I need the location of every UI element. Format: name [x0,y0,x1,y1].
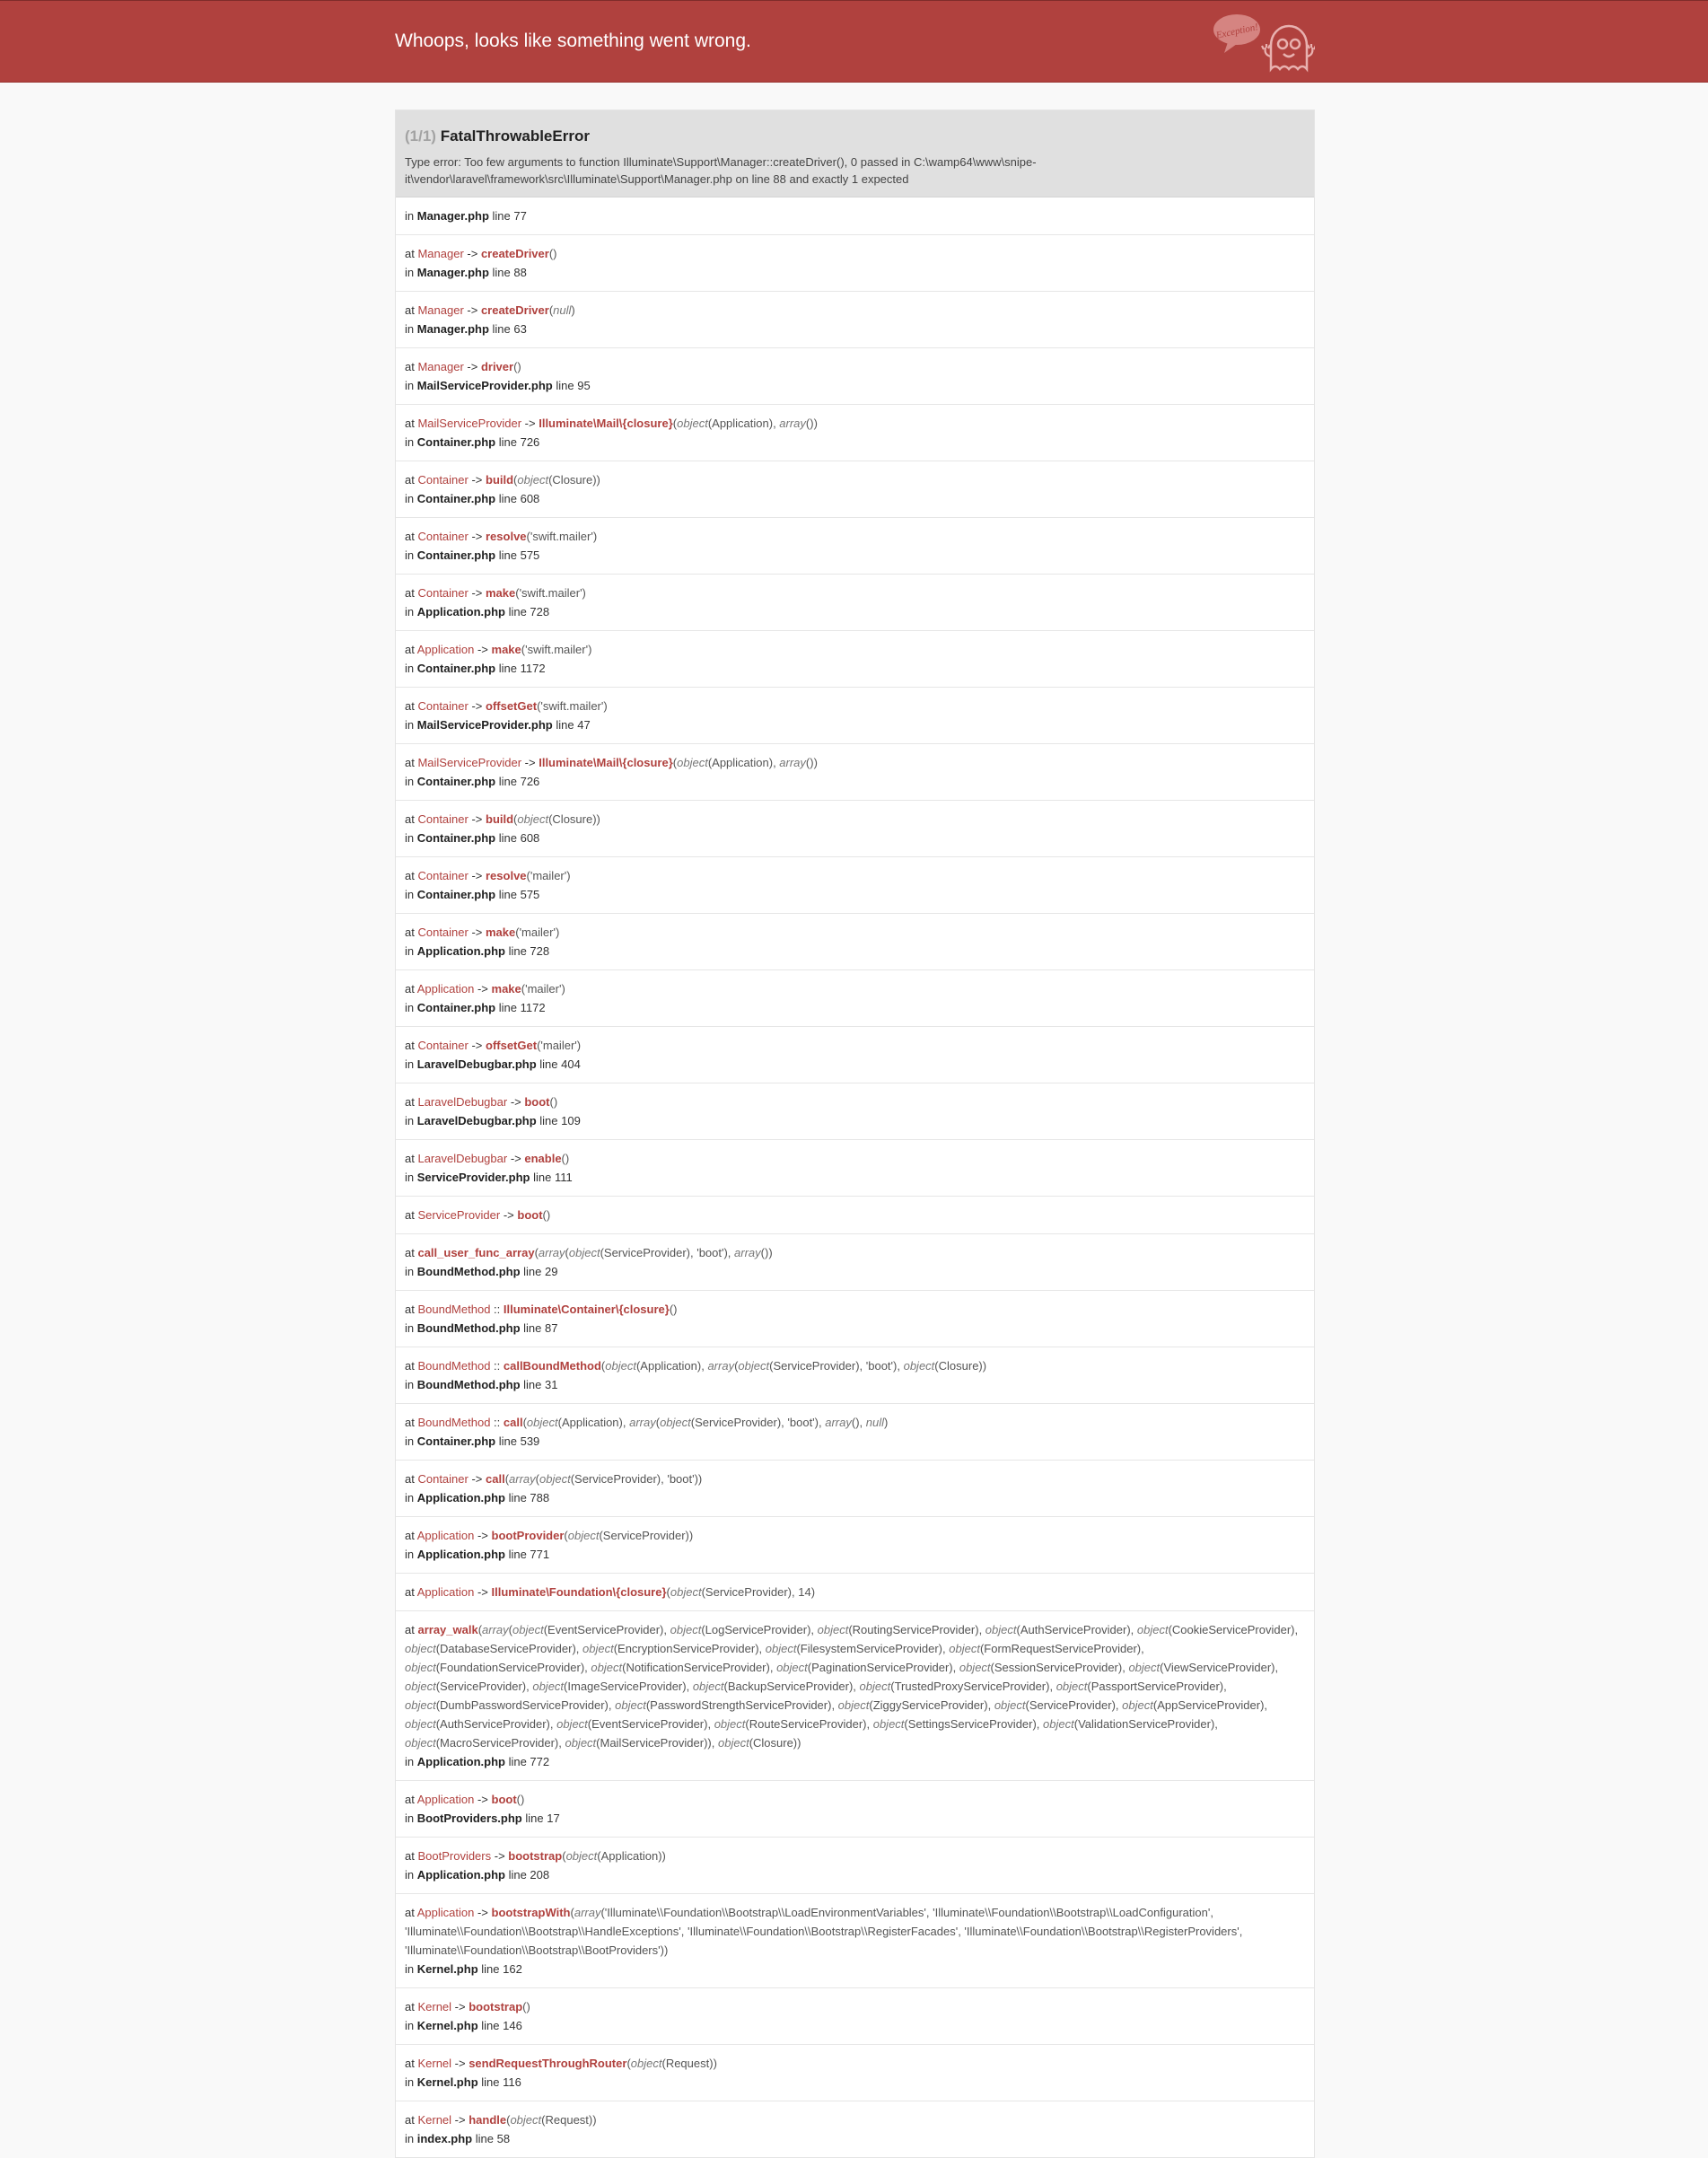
frame-class: MailServiceProvider [417,417,522,430]
frame-call: at Container -> offsetGet('swift.mailer') [405,699,608,713]
frame-location: in BoundMethod.php line 31 [405,1378,558,1391]
frame-location: in ServiceProvider.php line 111 [405,1171,573,1184]
frame-operator: -> [468,530,486,543]
frame-operator: -> [468,869,486,882]
frame-location: in index.php line 58 [405,2132,511,2145]
frame-location: in Container.php line 726 [405,775,540,788]
frame-line: 111 [554,1171,573,1184]
frame-line: 1172 [520,1001,546,1014]
frame-location: in Container.php line 575 [405,888,540,901]
frame-location: in Application.php line 208 [405,1868,550,1882]
frame-function: Illuminate\Mail\{closure} [539,417,673,430]
exception-panel [395,110,1315,2158]
frame-args: () [561,1152,570,1165]
frame-location: in LaravelDebugbar.php line 109 [405,1114,581,1127]
frame-function: build [486,473,514,487]
frame-function: bootstrapWith [491,1906,571,1919]
frame-location: in Application.php line 771 [405,1548,550,1561]
stack-frame [396,518,1314,575]
frame-operator: -> [463,360,481,373]
frame-location: in Kernel.php line 146 [405,2019,522,2032]
frame-operator: -> [474,1585,492,1599]
frame-function: bootstrap [469,2000,523,2013]
stack-frame [396,1083,1314,1140]
frame-line: 95 [577,379,591,392]
stack-frame [396,914,1314,970]
frame-function: build [486,812,514,826]
frame-class: BoundMethod [417,1303,491,1316]
stack-frame [396,235,1314,292]
frame-args: (object(Application), array()) [672,417,818,430]
stack-frame [396,575,1314,631]
frame-class: Manager [417,247,464,260]
frame-call: at Application -> make('swift.mailer') [405,643,592,656]
frame-call: at Manager -> createDriver() [405,247,557,260]
exception-class: FatalThrowableError [440,127,590,145]
frame-class: Container [417,869,469,882]
frame-location: in MailServiceProvider.php line 47 [405,718,591,732]
stack-frame [396,801,1314,857]
frame-class: Manager [417,360,464,373]
frame-function: offsetGet [486,1039,538,1052]
frame-operator: -> [468,699,486,713]
frame-operator: -> [468,1039,486,1052]
stack-frame [396,1291,1314,1347]
frame-args: ('mailer') [526,869,571,882]
frame-line: 63 [513,322,527,336]
frame-line: 771 [530,1548,550,1561]
frame-operator: -> [474,643,492,656]
frame-location: in MailServiceProvider.php line 95 [405,379,591,392]
frame-args: ('swift.mailer') [537,699,608,713]
stack-frame [396,688,1314,744]
frame-line: 162 [503,1962,522,1976]
frame-operator: :: [490,1416,504,1429]
frame-class: Application [416,982,475,996]
page-title: Whoops, looks like something went wrong. [395,31,751,51]
frame-file: LaravelDebugbar.php [416,1114,537,1127]
stack-frame [396,1574,1314,1611]
frame-function: call [486,1472,505,1486]
frame-function: boot [524,1095,550,1109]
frame-line: 116 [503,2075,521,2089]
frame-class: Container [417,1472,469,1486]
frame-args: (object(Application), array()) [672,756,818,769]
frame-class: Container [417,473,469,487]
frame-args: () [542,1208,551,1222]
frame-file: Container.php [416,1001,496,1014]
frame-operator: -> [521,756,539,769]
frame-call: at call_user_func_array(array(object(ServiceProvider), 'boot'), array()) [405,1246,773,1259]
frame-class: MailServiceProvider [417,756,522,769]
stack-frame [396,970,1314,1027]
frame-operator: :: [490,1303,504,1316]
frame-function: createDriver [480,303,549,317]
frame-args: ('swift.mailer') [515,586,586,600]
frame-function: make [491,643,521,656]
frame-operator: -> [468,1472,486,1486]
exception-message: Type error: Too few arguments to function Illuminate\Support\Manager::createDriver(), 0 passed in C:\wamp64\www\snipe-it\vendor\laravel\framework\src\Illuminate\Support\Manager.php on line 88 and exactly 1 expected [405,155,1037,186]
frame-file: BoundMethod.php [416,1321,521,1335]
frame-line: 788 [530,1491,550,1504]
frame-call: at Container -> resolve('swift.mailer') [405,530,598,543]
frame-args: (null) [548,303,575,317]
frame-class: Container [417,925,469,939]
frame-location: in Container.php line 1172 [405,662,546,675]
frame-file: Manager.php [416,266,489,279]
exception-ghost-icon [1212,8,1315,75]
stack-frame [396,1894,1314,1988]
frame-call: at BoundMethod :: callBoundMethod(object(Application), array(object(ServiceProvider), 'boot'), object(Closure)) [405,1359,987,1373]
stack-frame [396,1838,1314,1894]
frame-args: (object(Application)) [562,1849,666,1863]
frame-line: 87 [545,1321,558,1335]
frame-args: (object(Closure)) [513,812,600,826]
frame-location: in Container.php line 608 [405,831,540,845]
frame-file: MailServiceProvider.php [416,718,553,732]
frame-file: Manager.php [416,322,489,336]
frame-function: Illuminate\Foundation\{closure} [491,1585,667,1599]
frame-line: 575 [520,888,540,901]
frame-call: at LaravelDebugbar -> boot() [405,1095,558,1109]
frame-class: Kernel [417,2057,452,2070]
stack-frame [396,1140,1314,1197]
frame-line: 29 [545,1265,558,1278]
stack-frame [396,1027,1314,1083]
frame-operator: -> [463,303,481,317]
stack-frame [396,405,1314,461]
frame-line: 726 [520,775,540,788]
frame-function: resolve [486,530,527,543]
frame-operator: -> [491,1849,509,1863]
frame-location: in BoundMethod.php line 29 [405,1265,558,1278]
frame-line: 146 [503,2019,522,2032]
frame-class: Application [416,643,475,656]
frame-line: 58 [496,2132,511,2145]
frame-call: at Application -> make('mailer') [405,982,565,996]
frame-location: in Manager.php line 63 [405,322,527,336]
frame-file: BoundMethod.php [416,1265,521,1278]
frame-file: Container.php [416,548,496,562]
frame-operator: -> [468,586,486,600]
stack-frame [396,1781,1314,1838]
frame-args: (object(ServiceProvider)) [564,1529,694,1542]
frame-function: Illuminate\Container\{closure} [503,1303,670,1316]
frame-call: at Container -> resolve('mailer') [405,869,571,882]
frame-call: at Kernel -> handle(object(Request)) [405,2113,597,2127]
frame-line: 404 [561,1057,581,1071]
frame-call: at Kernel -> bootstrap() [405,2000,530,2013]
frame-function: call [503,1416,523,1429]
frame-location: in Container.php line 726 [405,435,540,449]
frame-class: LaravelDebugbar [417,1152,508,1165]
frame-operator: -> [468,473,486,487]
frame-file: Application.php [416,1868,505,1882]
frame-call: at BoundMethod :: call(object(Application), array(object(ServiceProvider), 'boot'), array(), null) [405,1416,889,1429]
frame-call: at BootProviders -> bootstrap(object(Application)) [405,1849,666,1863]
frame-class: BoundMethod [417,1416,491,1429]
frame-function: createDriver [480,247,549,260]
frame-args: () [549,1095,558,1109]
stack-frame [396,631,1314,688]
stack-frame [396,1611,1314,1781]
mascot-text: Exception! [1214,22,1259,41]
frame-location: in BoundMethod.php line 87 [405,1321,558,1335]
frame-call: at Application -> Illuminate\Foundation\{closure}(object(ServiceProvider), 14) [405,1585,816,1599]
frame-args: ('mailer') [521,982,565,996]
frame-args: ('swift.mailer') [526,530,598,543]
frame-operator: -> [474,1793,492,1806]
frame-args: (array(object(EventServiceProvider), object(LogServiceProvider), object(RoutingServiceProvider), object(AuthServiceProvider), object(CookieServiceProvider), object(DatabaseServiceProvider), object(EncryptionServiceProvider), object(FilesystemServiceProvider), object(FormRequestServiceProvider), object(FoundationServiceProvider), object(NotificationServiceProvider), object(PaginationServiceProvider), object(SessionServiceProvider), object(ViewServiceProvider), object(ServiceProvider), object(ImageServiceProvider), object(BackupServiceProvider), object(TrustedProxyServiceProvider), object(PassportServiceProvider), object(DumbPasswordServiceProvider), object(PasswordStrengthServiceProvider), object(ZiggyServiceProvider), object(ServiceProvider), object(AppServiceProvider), object(AuthServiceProvider), object(EventServiceProvider), object(RouteServiceProvider), object(SettingsServiceProvider), object(ValidationServiceProvider), object(MacroServiceProvider), object(MailServiceProvider)), object(Closure)) [405,1623,1299,1750]
frame-class: ServiceProvider [417,1208,501,1222]
frame-file: Container.php [416,831,496,845]
frame-call: at Container -> offsetGet('mailer') [405,1039,582,1052]
frame-operator: -> [451,2000,469,2013]
frame-line: 539 [520,1434,540,1448]
frame-args: ('mailer') [537,1039,582,1052]
frame-file: Application.php [416,1548,505,1561]
frame-function: handle [469,2113,507,2127]
stack-frame [396,1197,1314,1234]
frame-location: in Container.php line 539 [405,1434,540,1448]
frame-function: make [486,925,516,939]
frame-call: at Application -> bootstrapWith(array('Illuminate\\Foundation\\Bootstrap\\LoadEnvironmentVariables', 'Illuminate\\Foundation\\Bootstrap\\LoadConfiguration', 'Illuminate\\Foundation\\Bootstrap\\HandleExceptions', 'Illuminate\\Foundation\\Bootstrap\\RegisterFacades', 'Illuminate\\Foundation\\Bootstrap\\RegisterProviders', 'Illuminate\\Foundation\\Bootstrap\\BootProviders')) [405,1906,1243,1957]
frame-class: Container [417,1039,469,1052]
frame-file: Application.php [416,944,505,958]
frame-function: bootProvider [491,1529,565,1542]
frame-file: Kernel.php [416,1962,478,1976]
frame-location: in Application.php line 772 [405,1755,550,1768]
stack-frame [396,2101,1314,2157]
frame-line: 726 [520,435,540,449]
frame-file: ServiceProvider.php [416,1171,530,1184]
frame-call: at LaravelDebugbar -> enable() [405,1152,570,1165]
frame-line: 88 [513,266,527,279]
stack-frame [396,744,1314,801]
frame-args: (array(object(ServiceProvider), 'boot'), array()) [534,1246,773,1259]
frame-location: in Container.php line 1172 [405,1001,546,1014]
frame-call: at MailServiceProvider -> Illuminate\Mail\{closure}(object(Application), array()) [405,756,818,769]
frame-file: Container.php [416,662,496,675]
frame-operator: -> [474,982,492,996]
frame-call: at BoundMethod :: Illuminate\Container\{closure}() [405,1303,678,1316]
frame-operator: -> [521,417,539,430]
frame-function: boot [517,1208,543,1222]
frame-args: (object(Closure)) [513,473,600,487]
frame-function: boot [491,1793,517,1806]
frame-location: in Manager.php line 77 [405,209,527,223]
frame-line: 575 [520,548,540,562]
frame-operator: :: [490,1359,504,1373]
frame-file: Container.php [416,775,496,788]
frame-file: index.php [416,2132,473,2145]
frame-class: BootProviders [417,1849,492,1863]
frame-class: Application [416,1585,475,1599]
frame-args: () [522,2000,530,2013]
frame-location: in Kernel.php line 162 [405,1962,522,1976]
frame-class: Application [416,1906,475,1919]
frame-line: 608 [520,492,540,505]
frame-args: (object(Request)) [506,2113,597,2127]
frame-function: Illuminate\Mail\{closure} [539,756,673,769]
exception-title [405,127,1303,145]
frame-function: make [486,586,516,600]
frame-args: (array('Illuminate\\Foundation\\Bootstrap\\LoadEnvironmentVariables', 'Illuminate\\Foundation\\Bootstrap\\LoadConfiguration', 'Illuminate\\Foundation\\Bootstrap\\HandleExceptions', 'Illuminate\\Foundation\\Bootstrap\\RegisterFacades', 'Illuminate\\Foundation\\Bootstrap\\RegisterProviders', 'Illuminate\\Foundation\\Bootstrap\\BootProviders')) [405,1906,1243,1957]
frame-file: MailServiceProvider.php [416,379,553,392]
stack-frame [396,1234,1314,1291]
frame-call: at array_walk(array(object(EventServiceProvider), object(LogServiceProvider), object(RoutingServiceProvider), object(AuthServiceProvider), object(CookieServiceProvider), object(DatabaseServiceProvider), object(EncryptionServiceProvider), object(FilesystemServiceProvider), object(FormRequestServiceProvider), object(FoundationServiceProvider), object(NotificationServiceProvider), object(PaginationServiceProvider), object(SessionServiceProvider), object(ViewServiceProvider), object(ServiceProvider), object(ImageServiceProvider), object(BackupServiceProvider), object(TrustedProxyServiceProvider), object(PassportServiceProvider), object(DumbPasswordServiceProvider), object(PasswordStrengthServiceProvider), object(ZiggyServiceProvider), object(ServiceProvider), object(AppServiceProvider), object(AuthServiceProvider), object(EventServiceProvider), object(RouteServiceProvider), object(SettingsServiceProvider), object(ValidationServiceProvider), object(MacroServiceProvider), object(MailServiceProvider)), object(Closure)) [405,1623,1299,1750]
frame-line: 31 [545,1378,558,1391]
frame-operator: -> [468,812,486,826]
frame-operator: -> [474,1529,492,1542]
frame-function: offsetGet [486,699,538,713]
error-header [0,0,1708,83]
frame-operator: -> [451,2113,469,2127]
stack-frame [396,348,1314,405]
frame-location: in Application.php line 728 [405,944,550,958]
frame-class: Container [417,699,469,713]
frame-class: Container [417,530,469,543]
stack-frame [396,1347,1314,1404]
frame-call: at Container -> build(object(Closure)) [405,473,600,487]
frame-line: 47 [577,718,591,732]
frame-line: 17 [547,1811,560,1825]
frame-class: Container [417,812,469,826]
stack-frame [396,197,1314,235]
frame-class: BoundMethod [417,1359,491,1373]
stack-frame [396,461,1314,518]
frame-file: Application.php [416,1491,505,1504]
frame-args: (object(Request)) [626,2057,717,2070]
frame-line: 608 [520,831,540,845]
frame-line: 208 [530,1868,550,1882]
frame-operator: -> [474,1906,492,1919]
frame-line: 728 [530,605,550,618]
frame-location: in BootProviders.php line 17 [405,1811,560,1825]
frame-class: Application [416,1529,475,1542]
stack-frame [396,1988,1314,2045]
frame-class: Container [417,586,469,600]
stack-frame [396,1461,1314,1517]
frame-location: in Application.php line 788 [405,1491,550,1504]
frame-function: resolve [486,869,527,882]
frame-file: Kernel.php [416,2075,478,2089]
frame-call: at Kernel -> sendRequestThroughRouter(object(Request)) [405,2057,717,2070]
frame-operator: -> [451,2057,469,2070]
frame-location: in LaravelDebugbar.php line 404 [405,1057,581,1071]
frame-file: Application.php [416,1755,505,1768]
frame-operator: -> [507,1152,525,1165]
frame-line: 1172 [520,662,546,675]
frame-args: (object(Application), array(object(ServiceProvider), 'boot'), object(Closure)) [600,1359,987,1373]
frame-call: at Manager -> createDriver(null) [405,303,575,317]
frame-line: 772 [530,1755,550,1768]
frame-class: Kernel [417,2000,452,2013]
frame-call: at Container -> make('swift.mailer') [405,586,586,600]
stack-trace [396,197,1314,2157]
frame-args: (object(ServiceProvider), 14) [666,1585,816,1599]
frame-function: enable [524,1152,562,1165]
frame-file: Container.php [416,888,496,901]
frame-operator: -> [507,1095,525,1109]
frame-class: Application [416,1793,475,1806]
frame-args: (object(Application), array(object(ServiceProvider), 'boot'), array(), null) [522,1416,889,1429]
frame-args: ('mailer') [515,925,560,939]
frame-call: at Container -> call(array(object(ServiceProvider), 'boot')) [405,1472,703,1486]
frame-call: at ServiceProvider -> boot() [405,1208,551,1222]
frame-location: in Application.php line 728 [405,605,550,618]
frame-function: bootstrap [508,1849,563,1863]
stack-frame [396,857,1314,914]
frame-location: in Container.php line 575 [405,548,540,562]
frame-file: BootProviders.php [416,1811,522,1825]
exception-summary [396,110,1314,197]
frame-class: LaravelDebugbar [417,1095,508,1109]
frame-file: Container.php [416,1434,496,1448]
frame-file: Container.php [416,435,496,449]
stack-frame [396,1517,1314,1574]
frame-call: at Application -> bootProvider(object(ServiceProvider)) [405,1529,694,1542]
frame-file: Manager.php [416,209,489,223]
frame-args: () [669,1303,678,1316]
frame-function: call_user_func_array [417,1246,535,1259]
frame-file: LaravelDebugbar.php [416,1057,537,1071]
frame-operator: -> [463,247,481,260]
frame-class: Kernel [417,2113,452,2127]
frame-call: at Application -> boot() [405,1793,525,1806]
stack-frame [396,292,1314,348]
frame-location: in Kernel.php line 116 [405,2075,521,2089]
frame-line: 728 [530,944,550,958]
frame-operator: -> [500,1208,518,1222]
frame-function: sendRequestThroughRouter [469,2057,627,2070]
frame-file: Container.php [416,492,496,505]
frame-function: driver [480,360,514,373]
frame-location: in Manager.php line 88 [405,266,527,279]
frame-function: make [491,982,521,996]
frame-args: (array(object(ServiceProvider), 'boot')) [504,1472,703,1486]
frame-function: callBoundMethod [503,1359,601,1373]
frame-file: Kernel.php [416,2019,478,2032]
frame-location: in Container.php line 608 [405,492,540,505]
frame-class: Manager [417,303,464,317]
stack-frame [396,2045,1314,2101]
frame-args: () [548,247,557,260]
frame-function: array_walk [417,1623,478,1636]
frame-call: at Container -> make('mailer') [405,925,560,939]
frame-args: () [513,360,521,373]
frame-args: () [516,1793,525,1806]
exception-count: (1/1) [405,127,436,145]
frame-call: at Container -> build(object(Closure)) [405,812,600,826]
frame-operator: -> [468,925,486,939]
frame-line: 77 [513,209,527,223]
frame-file: Application.php [416,605,505,618]
frame-call: at Manager -> driver() [405,360,521,373]
frame-line: 109 [561,1114,581,1127]
frame-args: ('swift.mailer') [521,643,592,656]
stack-frame [396,1404,1314,1461]
frame-file: BoundMethod.php [416,1378,521,1391]
frame-call: at MailServiceProvider -> Illuminate\Mail\{closure}(object(Application), array()) [405,417,818,430]
